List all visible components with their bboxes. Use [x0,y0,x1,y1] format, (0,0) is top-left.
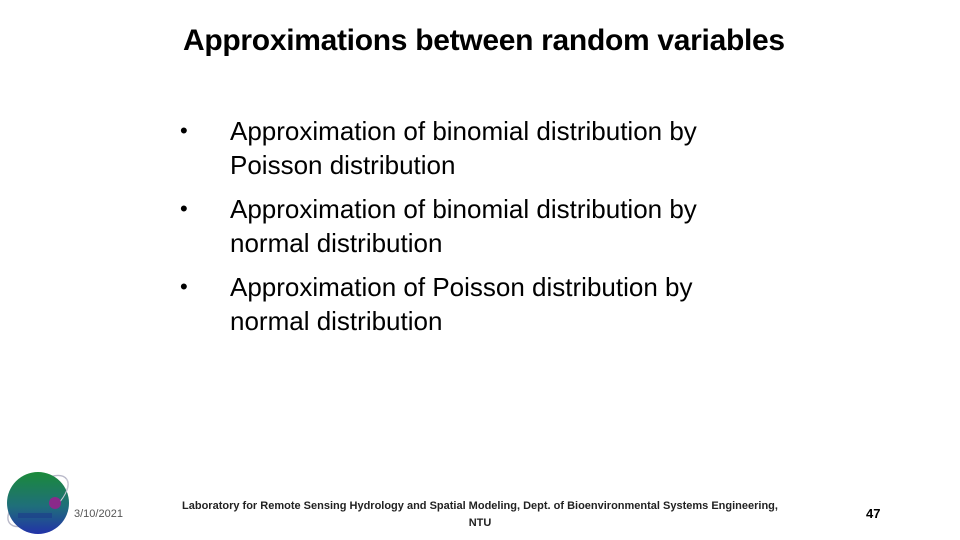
bullet-list [180,114,800,348]
bullet-marker: • [180,196,188,221]
bullet-text-line: normal distribution [230,228,443,258]
bullet-text-line: Approximation of Poisson distribution by [230,272,693,302]
bullet-text-line: Approximation of binomial distribution by [230,194,697,224]
footer-lab-line: Laboratory for Remote Sensing Hydrology and Spatial Modeling, Dept. of Bioenvironmental Systems Engineering, [182,500,778,512]
bullet-text-line: normal distribution [230,306,443,336]
footer-lab-line: NTU [468,517,492,529]
page-number: 47 [866,506,881,521]
bullet-item [180,114,800,182]
bullet-text-line: Approximation of binomial distribution by [230,116,697,146]
bullet-marker: • [180,274,188,299]
lab-globe-logo-icon [0,455,76,537]
bullet-marker: • [180,118,188,143]
bullet-item [180,192,800,260]
footer-date: 3/10/2021 [74,508,123,520]
footer-lab-name [145,498,815,532]
bullet-item [180,270,800,338]
bullet-text-line: Poisson distribution [230,150,456,180]
slide-title: Approximations between random variables [183,24,785,57]
